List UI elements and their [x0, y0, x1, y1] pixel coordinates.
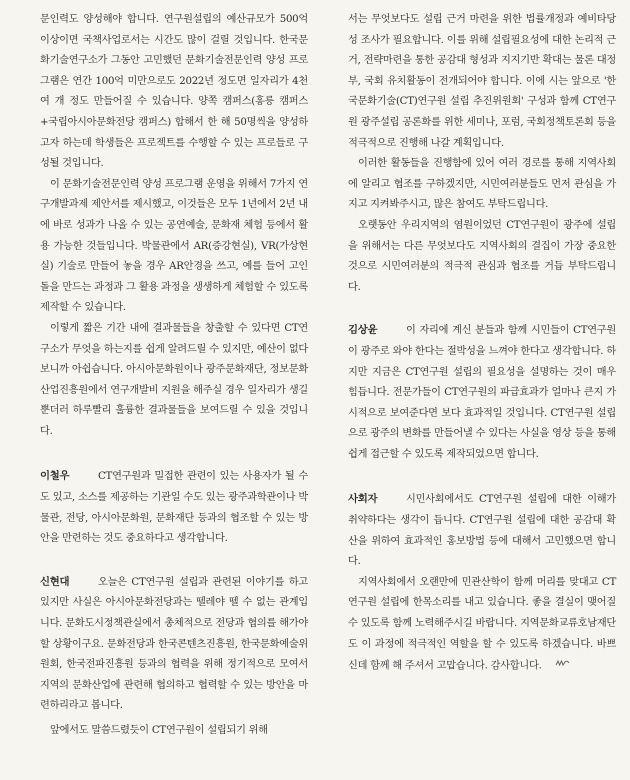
intro-paragraph-1: 문인력도 양성해야 합니다. 연구원설립의 예산규모가 500억 이상이면 국책사업로서는 시간도 많이 걸릴 것입니다. 한국문화기술연구소가 그동안 고민했던 문화기술전문인력 양성 프로그램은 연간 100억 미만으로도 2022년 정도면 일자리가 4천여 개 정도 만들어질 수 있습니다. 양쪽 캠퍼스(홍릉 캠퍼스+국립아시아문화전당 캠퍼스) 합해서 한 해 50명씩을 양성하고자 하는데 학생들은 프로젝트를 수행할 수 있는 프로들로 구성될 것입니다.: [40, 14, 308, 170]
signature-squiggle-icon: [545, 655, 571, 676]
speaker-block-kim: [348, 320, 616, 465]
speaker-block-moderator: [348, 489, 616, 677]
continued-paragraph-1: 서는 무엇보다도 설립 근거 마련을 위한 법률개정과 예비타당성 조사가 필요합니다. 이를 위해 설립필요성에 대한 논리적 근거, 전략마련을 통한 공감대 형성과 지지기반 확대는 물론 대정부, 국회 유치활동이 전개되어야 합니다. 이에 시는 앞으로 '한국문화기술(CT)연구원 설립 추진위원회' 구성과 함께 CT연구원 광주설립 공론화를 위한 세미나, 포럼, 국회정책토론회 등을 적극적으로 진행해 나갈 계획입니다.: [348, 14, 616, 149]
speaker-text: 오늘은 CT연구원 설립과 관련된 이야기를 하고 있지만 사실은 아시아문화전당과는 뗄레야 뗄 수 없는 관계입니다. 문화도시정책관실에서 총체적으로 전당과 협의를 해가야 할 상황이구요. 문화전당과 한국콘텐츠진흥원, 한국문화예술위원회, 한국전파진흥원 등과의 협력을 위해 정기적으로 모여서 지역의 문화산업에 관련해 협의하고 협력할 수 있는 방안을 마련하리라고 봅니다.: [40, 576, 308, 712]
speaker-block-shin: [40, 572, 308, 742]
left-column: [40, 10, 308, 780]
intro-paragraph-3: 이렇게 짧은 기간 내에 결과물들을 창출할 수 있다면 CT연구소가 무엇을 하는지를 쉽게 알려드릴 수 있지만, 예산이 없다 보니까 아쉽습니다. 아시아문화원이나 광주문화재단, 정보문화산업진흥원에서 연구개발비 지원을 해주실 경우 일자리가 생길뿐더러 하루빨리 훌륭한 결과물들을 보여드릴 수 있을 것입니다.: [40, 322, 308, 437]
speaker-block-lee: [40, 466, 308, 549]
speaker-paragraph: [40, 466, 308, 549]
speaker-paragraph: [348, 489, 616, 572]
speaker-paragraph-continued: 앞에서도 말씀드렸듯이 CT연구원이 설립되기 위해: [50, 725, 268, 736]
speaker-text: 시민사회에서도 CT연구원 설립에 대한 이해가 취약하다는 생각이 듭니다. CT연구원 설립에 대한 공감대 확산을 위하여 효과적인 홍보방법 등에 대해서 고민했으면 합니다.: [348, 494, 616, 568]
continued-paragraph-3: 오랫동안 우리지역의 염원이었던 CT연구원이 광주에 설립을 위해서는 다른 무엇보다도 지역사회의 결집이 가장 중요한 것으로 시민여러분의 적극적 관심과 협조를 거듭 부탁드립니다.: [348, 219, 616, 293]
speaker-name: 사회자: [348, 493, 378, 506]
speaker-name: 김상윤: [348, 324, 378, 337]
speaker-paragraph-closing: [348, 573, 616, 677]
speaker-text: CT연구원과 밀접한 관련이 있는 사용자가 될 수도 있고, 소스를 제공하는 기관일 수도 있는 광주과학관이나 박물관, 전당, 아시아문화원, 문화재단 등과의 협조할 수 있는 방안을 만련하는 것도 중요하다고 생각합니다.: [40, 471, 308, 545]
intro-paragraph-2: 이 문화기술전문인력 양성 프로그램 운영을 위해서 7가지 연구개발과제 제안서를 제시했고, 이것들은 모두 1년에서 2년 내에 바로 성과가 나올 수 있는 공연예술, 문화재 체험 등에서 활용 가능한 것들입니다. 박물관에서 AR(증강현실), VR(가상현실) 기술로 만들어 놓을 경우 AR안경을 쓰고, 예를 들어 고인돌을 만드는 과정과 그 활용 과정을 생생하게 체험할 수 있도록 제작할 수 있습니다.: [40, 178, 308, 314]
closing-text: 지역사회에서 오랜만에 민관산학이 함께 머리를 맞대고 CT연구원 설립에 한목소리를 내고 있습니다. 좋을 결실이 맺어질 수 있도록 함께 노력해주시길 바랍니다. 지역문화교류호남재단도 이 과정에 적극적인 역할을 할 수 있도록 하겠습니다. 바쁘신데 함께 해 주셔서 고맙습니다. 감사합니다.: [348, 576, 616, 672]
right-column: [348, 10, 616, 780]
continued-paragraph-2: 이러한 활동들을 진행함에 있어 여러 경로를 통해 지역사회에 알리고 협조를 구하겠지만, 시민여러분들도 먼저 관심을 가지고 지켜봐주시고, 많은 참여도 부탁드립니다.: [348, 158, 616, 211]
speaker-text: 이 자리에 계신 분들과 함께 시민들이 CT연구원이 광주로 와야 한다는 절박성을 느껴야 한다고 생각합니다. 하지만 지금은 CT연구원 설립의 필요성을 설명하는 것이 매우 힘듭니다. 전문가들이 CT연구원의 파급효과가 얼마나 큰지 가시적으로 보여준다면 보다 효과적일 것입니다. CT연구원 설립으로 광주의 변화를 만들어낼 수 있다는 사실을 영상 등을 통해 쉽게 접근할 수 있도록 제작되었으면 합니다.: [348, 325, 616, 460]
speaker-name: 신현대: [40, 575, 70, 588]
speaker-name: 이철우: [40, 470, 70, 483]
speaker-paragraph: [40, 572, 308, 717]
speaker-paragraph: [348, 320, 616, 465]
